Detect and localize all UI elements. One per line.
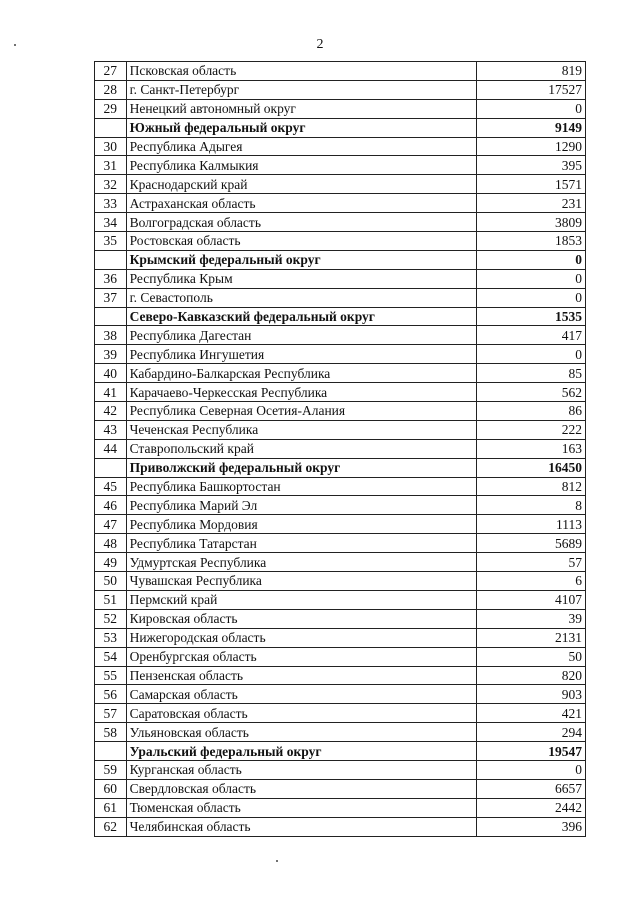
region-name: Ставропольский край	[126, 439, 476, 458]
region-value: 6	[477, 572, 586, 591]
region-name: г. Севастополь	[126, 288, 476, 307]
region-name: Пермский край	[126, 590, 476, 609]
region-name: Ненецкий автономный округ	[126, 99, 476, 118]
region-row	[95, 779, 586, 798]
region-value: 820	[477, 666, 586, 685]
region-row	[95, 439, 586, 458]
row-number: 45	[95, 477, 127, 496]
region-value: 2131	[477, 628, 586, 647]
region-row	[95, 590, 586, 609]
row-number: 49	[95, 553, 127, 572]
region-name: Республика Башкортостан	[126, 477, 476, 496]
row-number: 56	[95, 685, 127, 704]
row-number: 47	[95, 515, 127, 534]
region-name: Республика Адыгея	[126, 137, 476, 156]
row-number: 42	[95, 402, 127, 421]
row-number	[95, 458, 127, 477]
row-number: 36	[95, 269, 127, 288]
region-row	[95, 326, 586, 345]
region-row	[95, 345, 586, 364]
region-name: Пензенская область	[126, 666, 476, 685]
row-number: 29	[95, 99, 127, 118]
region-value: 50	[477, 647, 586, 666]
region-row	[95, 99, 586, 118]
region-value: 562	[477, 383, 586, 402]
row-number: 48	[95, 534, 127, 553]
region-value: 812	[477, 477, 586, 496]
region-row	[95, 666, 586, 685]
region-name: Чеченская Республика	[126, 420, 476, 439]
region-row	[95, 647, 586, 666]
region-row	[95, 628, 586, 647]
row-number: 44	[95, 439, 127, 458]
region-row	[95, 515, 586, 534]
region-value: 222	[477, 420, 586, 439]
region-row	[95, 609, 586, 628]
region-value: 2442	[477, 798, 586, 817]
region-row	[95, 269, 586, 288]
regions-table	[94, 61, 586, 837]
region-row	[95, 477, 586, 496]
region-row	[95, 553, 586, 572]
district-total: 16450	[477, 458, 586, 477]
district-row	[95, 307, 586, 326]
region-name: Республика Татарстан	[126, 534, 476, 553]
region-row	[95, 685, 586, 704]
region-value: 0	[477, 760, 586, 779]
region-row	[95, 420, 586, 439]
region-name: Челябинская область	[126, 817, 476, 836]
region-row	[95, 156, 586, 175]
region-value: 294	[477, 723, 586, 742]
region-value: 1113	[477, 515, 586, 534]
row-number: 46	[95, 496, 127, 515]
region-value: 4107	[477, 590, 586, 609]
region-row	[95, 175, 586, 194]
region-value: 57	[477, 553, 586, 572]
district-total: 1535	[477, 307, 586, 326]
district-name: Уральский федеральный округ	[126, 742, 476, 761]
region-name: Оренбургская область	[126, 647, 476, 666]
row-number: 62	[95, 817, 127, 836]
row-number: 32	[95, 175, 127, 194]
district-name: Северо-Кавказский федеральный округ	[126, 307, 476, 326]
region-name: Краснодарский край	[126, 175, 476, 194]
district-total: 9149	[477, 118, 586, 137]
region-value: 417	[477, 326, 586, 345]
region-row	[95, 402, 586, 421]
row-number: 54	[95, 647, 127, 666]
region-name: г. Санкт-Петербург	[126, 80, 476, 99]
region-name: Нижегородская область	[126, 628, 476, 647]
region-value: 396	[477, 817, 586, 836]
region-name: Кировская область	[126, 609, 476, 628]
row-number: 43	[95, 420, 127, 439]
region-value: 231	[477, 194, 586, 213]
region-name: Республика Крым	[126, 269, 476, 288]
region-name: Тюменская область	[126, 798, 476, 817]
region-value: 421	[477, 704, 586, 723]
region-value: 8	[477, 496, 586, 515]
region-name: Республика Мордовия	[126, 515, 476, 534]
row-number: 59	[95, 760, 127, 779]
regions-table-body	[95, 62, 586, 837]
scan-speck	[14, 44, 16, 46]
region-row	[95, 288, 586, 307]
region-value: 0	[477, 288, 586, 307]
district-row	[95, 250, 586, 269]
row-number: 61	[95, 798, 127, 817]
row-number: 31	[95, 156, 127, 175]
region-value: 17527	[477, 80, 586, 99]
row-number: 28	[95, 80, 127, 99]
region-name: Саратовская область	[126, 704, 476, 723]
region-row	[95, 383, 586, 402]
row-number: 27	[95, 62, 127, 81]
row-number: 33	[95, 194, 127, 213]
district-name: Крымский федеральный округ	[126, 250, 476, 269]
region-name: Карачаево-Черкесская Республика	[126, 383, 476, 402]
region-value: 163	[477, 439, 586, 458]
row-number	[95, 742, 127, 761]
region-value: 0	[477, 99, 586, 118]
region-name: Республика Марий Эл	[126, 496, 476, 515]
region-name: Республика Ингушетия	[126, 345, 476, 364]
row-number: 34	[95, 213, 127, 232]
region-name: Кабардино-Балкарская Республика	[126, 364, 476, 383]
region-row	[95, 194, 586, 213]
region-row	[95, 232, 586, 251]
district-total: 19547	[477, 742, 586, 761]
row-number	[95, 250, 127, 269]
row-number: 37	[95, 288, 127, 307]
region-row	[95, 62, 586, 81]
region-value: 5689	[477, 534, 586, 553]
region-name: Курганская область	[126, 760, 476, 779]
page-number: 2	[316, 37, 324, 52]
region-name: Чувашская Республика	[126, 572, 476, 591]
region-name: Астраханская область	[126, 194, 476, 213]
row-number: 30	[95, 137, 127, 156]
row-number: 40	[95, 364, 127, 383]
region-row	[95, 80, 586, 99]
region-row	[95, 704, 586, 723]
region-row	[95, 534, 586, 553]
row-number: 58	[95, 723, 127, 742]
region-name: Республика Северная Осетия-Алания	[126, 402, 476, 421]
region-name: Волгоградская область	[126, 213, 476, 232]
region-row	[95, 572, 586, 591]
region-value: 395	[477, 156, 586, 175]
region-name: Ульяновская область	[126, 723, 476, 742]
region-row	[95, 364, 586, 383]
region-value: 0	[477, 269, 586, 288]
region-name: Удмуртская Республика	[126, 553, 476, 572]
region-name: Республика Калмыкия	[126, 156, 476, 175]
region-name: Ростовская область	[126, 232, 476, 251]
region-row	[95, 137, 586, 156]
scan-speck	[276, 860, 278, 862]
row-number: 50	[95, 572, 127, 591]
region-name: Свердловская область	[126, 779, 476, 798]
region-value: 0	[477, 345, 586, 364]
region-name: Псковская область	[126, 62, 476, 81]
row-number: 60	[95, 779, 127, 798]
region-value: 39	[477, 609, 586, 628]
district-total: 0	[477, 250, 586, 269]
region-value: 1571	[477, 175, 586, 194]
region-value: 86	[477, 402, 586, 421]
row-number: 53	[95, 628, 127, 647]
row-number: 55	[95, 666, 127, 685]
row-number: 41	[95, 383, 127, 402]
row-number: 51	[95, 590, 127, 609]
row-number: 38	[95, 326, 127, 345]
region-value: 85	[477, 364, 586, 383]
region-row	[95, 760, 586, 779]
region-value: 1853	[477, 232, 586, 251]
region-value: 903	[477, 685, 586, 704]
region-value: 6657	[477, 779, 586, 798]
region-value: 1290	[477, 137, 586, 156]
region-value: 819	[477, 62, 586, 81]
region-row	[95, 723, 586, 742]
row-number: 52	[95, 609, 127, 628]
region-row	[95, 817, 586, 836]
region-name: Самарская область	[126, 685, 476, 704]
row-number	[95, 118, 127, 137]
row-number: 35	[95, 232, 127, 251]
district-name: Приволжский федеральный округ	[126, 458, 476, 477]
row-number	[95, 307, 127, 326]
region-row	[95, 798, 586, 817]
district-row	[95, 742, 586, 761]
row-number: 57	[95, 704, 127, 723]
district-row	[95, 458, 586, 477]
region-row	[95, 496, 586, 515]
region-row	[95, 213, 586, 232]
district-name: Южный федеральный округ	[126, 118, 476, 137]
region-name: Республика Дагестан	[126, 326, 476, 345]
region-value: 3809	[477, 213, 586, 232]
row-number: 39	[95, 345, 127, 364]
district-row	[95, 118, 586, 137]
